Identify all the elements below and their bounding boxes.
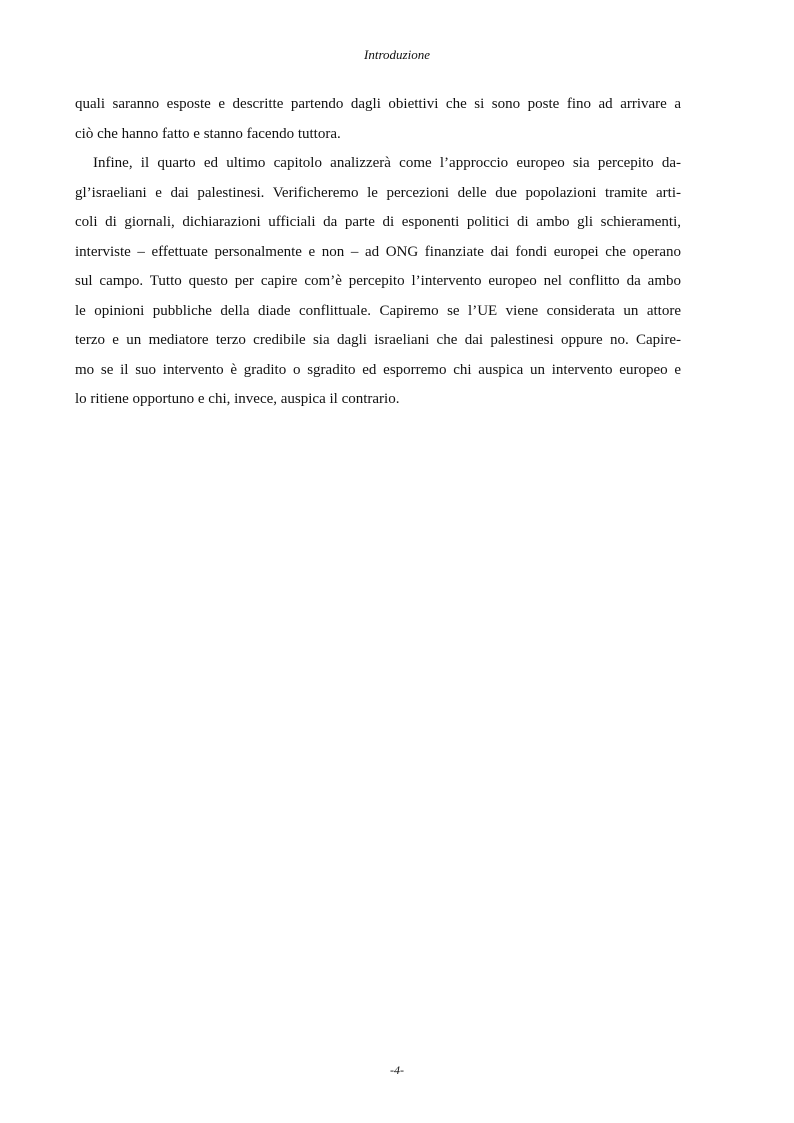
text-line: mo se il suo intervento è gradito o sgradito ed esporremo chi auspica un intervento europeo e <box>75 361 681 378</box>
text-line: coli di giornali, dichiarazioni ufficiali da parte di esponenti politici di ambo gli schieramenti, <box>75 214 681 230</box>
text-line: lo ritiene opportuno e chi, invece, auspica il contrario. <box>75 391 400 407</box>
paragraph-1 <box>75 90 681 149</box>
body-text <box>75 90 681 415</box>
running-header: Introduzione <box>364 47 430 62</box>
text-line: terzo e un mediatore terzo credibile sia dagli israeliani che dai palestinesi oppure no. Capire- <box>75 332 681 348</box>
text-line: le opinioni pubbliche della diade conflittuale. Capiremo se l’UE viene considerata un attore <box>75 302 681 319</box>
text-line: quali saranno esposte e descritte partendo dagli obiettivi che si sono poste fino ad arrivare a <box>75 96 681 112</box>
text-line: sul campo. Tutto questo per capire com’è percepito l’intervento europeo nel conflitto da ambo <box>75 273 681 289</box>
text-line: Infine, il quarto ed ultimo capitolo analizzerà come l’approccio europeo sia percepito da- <box>93 155 681 171</box>
page-number: -4- <box>390 1063 404 1077</box>
text-line: ciò che hanno fatto e stanno facendo tuttora. <box>75 125 341 142</box>
paragraph-2 <box>75 149 681 415</box>
text-line: interviste – effettuate personalmente e non – ad ONG finanziate dai fondi europei che operano <box>75 243 681 260</box>
text-line: gl’israeliani e dai palestinesi. Verificheremo le percezioni delle due popolazioni tramite arti- <box>75 184 681 201</box>
